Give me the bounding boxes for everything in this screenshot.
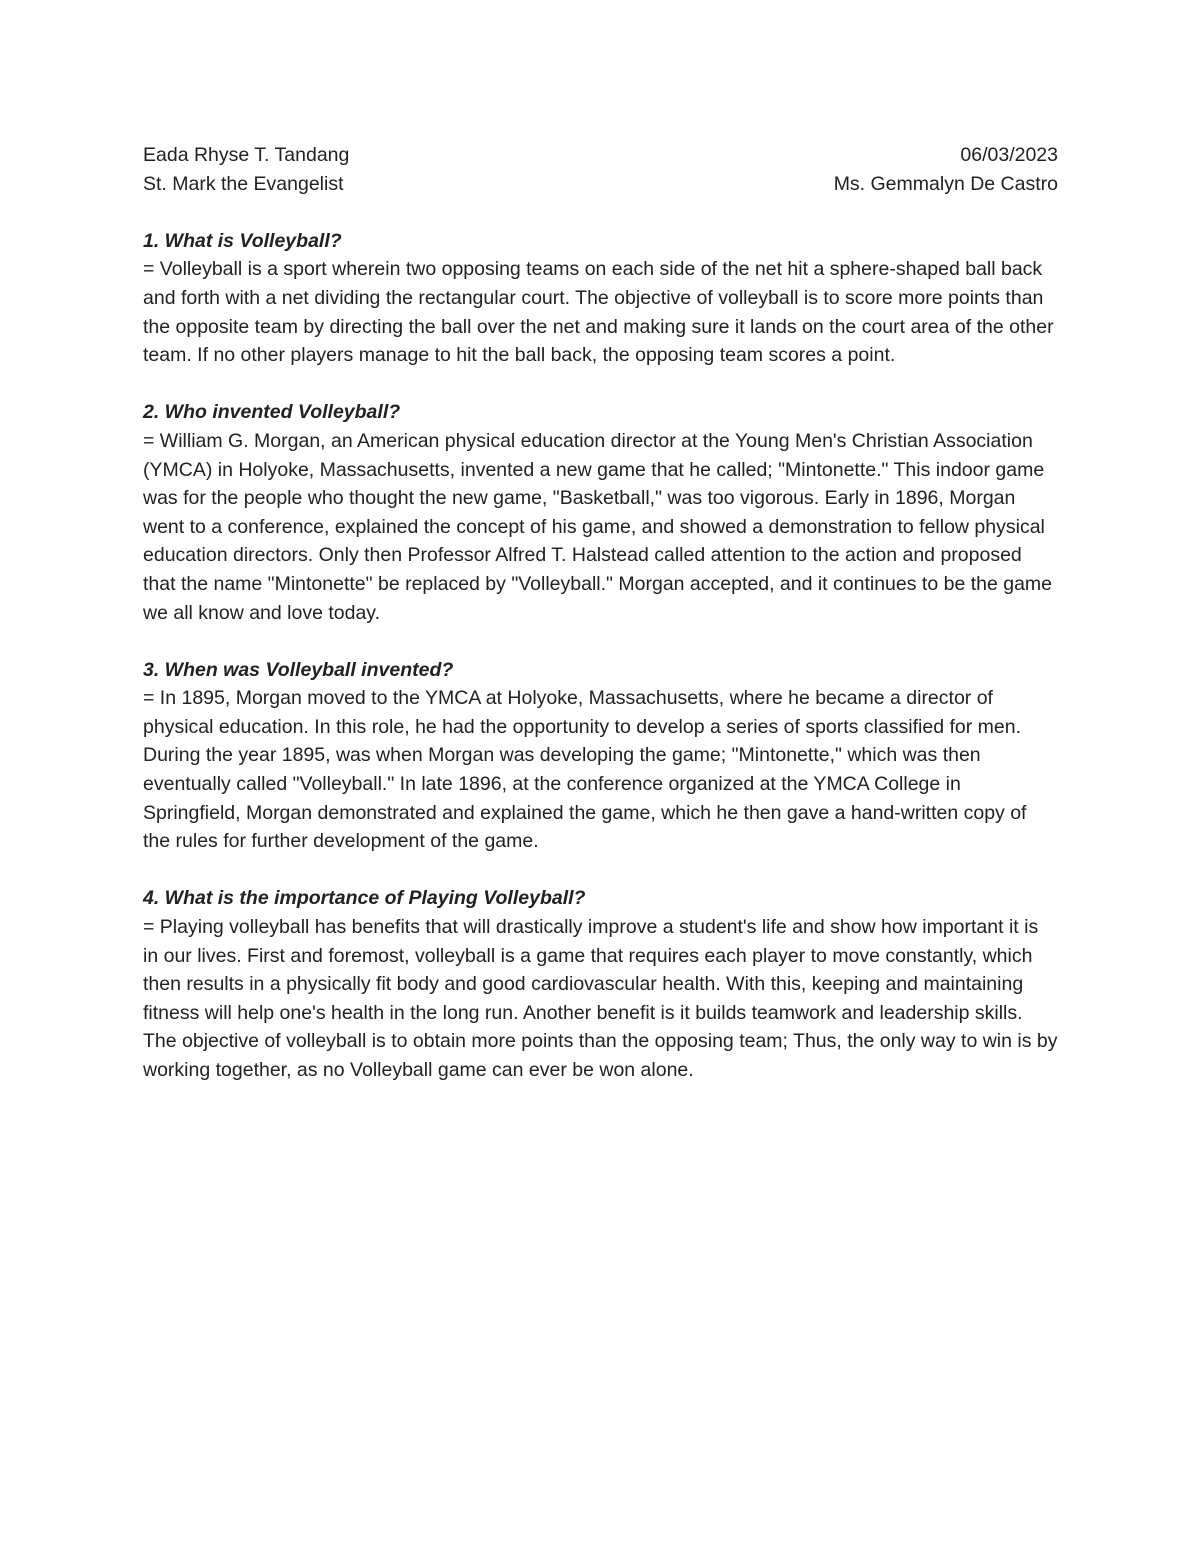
header-row-1 — [143, 141, 1058, 170]
answer-paragraph: = In 1895, Morgan moved to the YMCA at Holyoke, Massachusetts, where he became a director of physical education. In this role, he had the opportunity to develop a series of sports classified for men. During the year 1895, was when Morgan was developing the game; "Mintonette," which was then eventually called "Volleyball." In late 1896, at the conference organized at the YMCA College in Springfield, Morgan demonstrated and explained the game, which he then gave a hand-written copy of the rules for further development of the game. — [143, 687, 1027, 853]
answer-paragraph: = Playing volleyball has benefits that will drastically improve a student's life and show how important it is in our lives. First and foremost, volleyball is a game that requires each player to move constantly, which then results in a physically fit body and good cardiovascular health. With this, keeping and maintaining fitness will help one's health in the long run. Another benefit is it builds teamwork and leadership skills. The objective of volleyball is to obtain more points than the opposing team; Thus, the only way to win is by working together, as no Volleyball game can ever be won alone. — [143, 916, 1058, 1081]
document-date: 06/03/2023 — [960, 144, 1058, 166]
student-section: St. Mark the Evangelist — [143, 172, 344, 195]
answer-paragraph: = William G. Morgan, an American physical education director at the Young Men's Christian Association (YMCA) in Holyoke, Massachusetts, invented a new game that he called; "Mintonette." This indoor game was for the people who thought the new game, "Basketball," was too vigorous. Early in 1896, Morgan went to a conference, explained the concept of his game, and showed a demonstration to fellow physical education directors. Only then Professor Alfred T. Halstead called attention to the action and proposed that the name "Mintonette" be replaced by "Volleyball." Morgan accepted, and it continues to be the game we all know and love today. — [143, 429, 1053, 624]
header-row-2 — [143, 170, 1058, 199]
answer-paragraph: = Volleyball is a sport wherein two opposing teams on each side of the net hit a sphere-shaped ball back and forth with a net dividing the rectangular court. The objective of volleyball is to score more points than the opposite team by directing the ball over the net and making sure it lands on the court area of the other team. If no other players manage to hit the ball back, the opposing team scores a point. — [143, 258, 1054, 367]
question-section-3 — [143, 656, 1058, 856]
question-heading: 4. What is the importance of Playing Volleyball? — [143, 887, 586, 910]
question-heading: 3. When was Volleyball invented? — [143, 658, 454, 681]
question-heading: 2. Who invented Volleyball? — [143, 401, 401, 424]
spacer — [143, 198, 1058, 227]
teacher-name: Ms. Gemmalyn De Castro — [833, 172, 1058, 195]
question-heading: 1. What is Volleyball? — [143, 229, 342, 252]
student-name: Eada Rhyse T. Tandang — [143, 144, 350, 166]
document-page — [143, 141, 1058, 1085]
question-section-2 — [143, 398, 1058, 627]
question-section-4 — [143, 884, 1058, 1084]
question-section-1 — [143, 227, 1058, 370]
